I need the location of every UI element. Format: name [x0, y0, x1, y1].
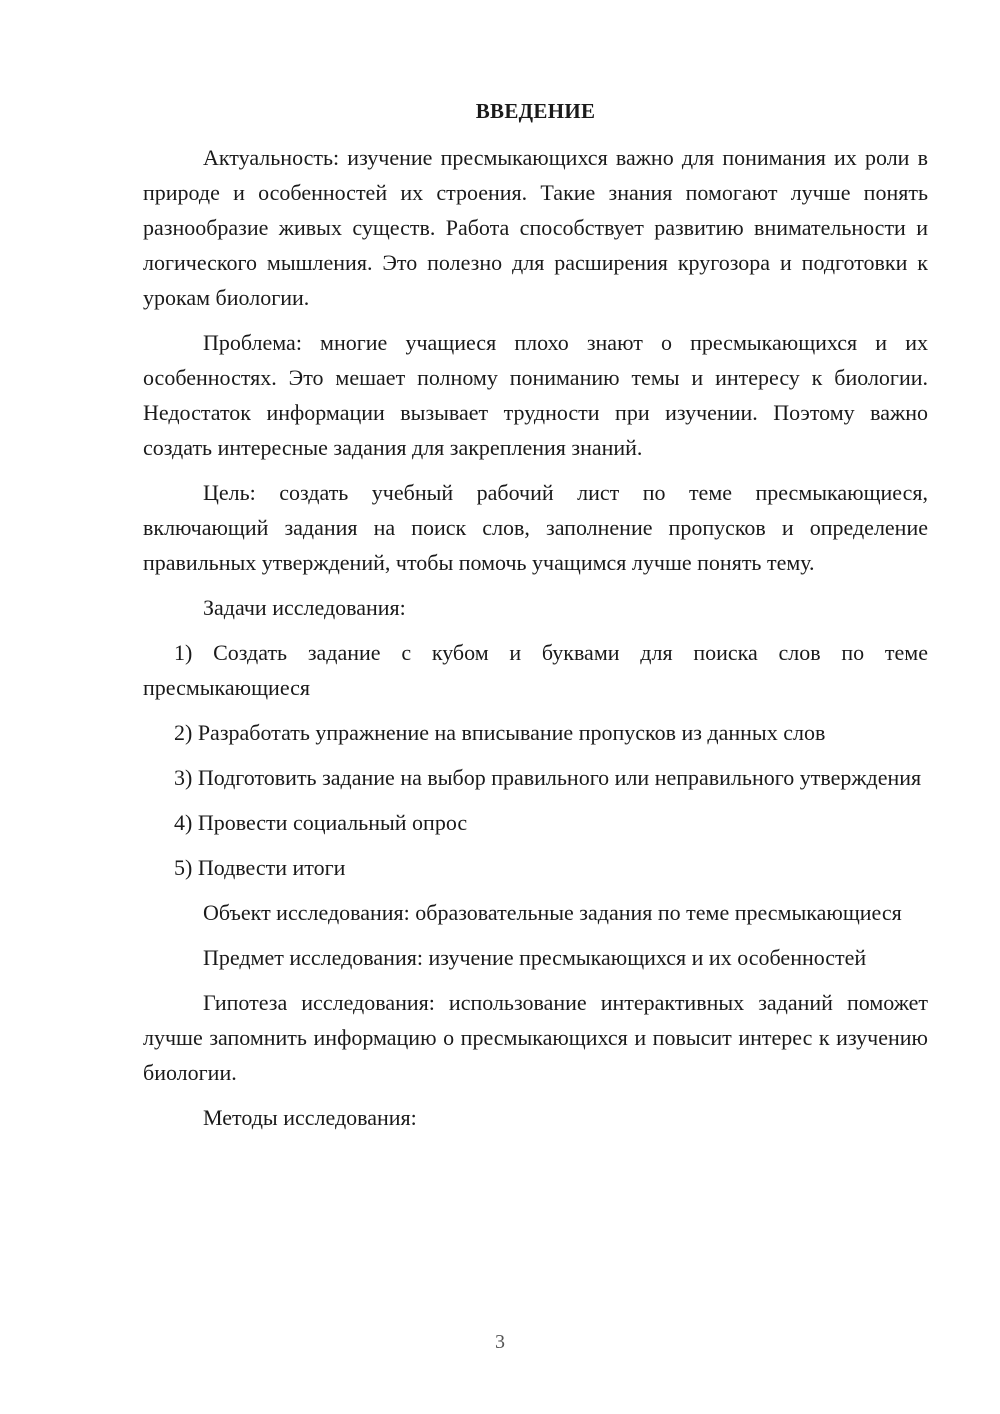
task-item-3: 3) Подготовить задание на выбор правильного или неправильного утверждения	[174, 765, 922, 790]
paragraph-goal: Цель: создать учебный рабочий лист по теме пресмыкающиеся, включающий задания на поиск слов, заполнение пропусков и определение правильных утверждений, чтобы помочь учащимся лучше понять тему.	[143, 480, 928, 575]
page-number: 3	[495, 1331, 505, 1353]
methods-heading: Методы исследования:	[203, 1105, 417, 1130]
paragraph-object: Объект исследования: образовательные задания по теме пресмыкающиеся	[203, 900, 902, 925]
paragraph-hypothesis: Гипотеза исследования: использование интерактивных заданий поможет лучше запомнить информацию о пресмыкающихся и повысит интерес к изучению биологии.	[143, 990, 928, 1085]
tasks-heading: Задачи исследования:	[203, 595, 406, 620]
task-item-5: 5) Подвести итоги	[174, 855, 346, 880]
document-page	[143, 94, 928, 1135]
paragraph-relevance: Актуальность: изучение пресмыкающихся важно для понимания их роли в природе и особенностей их строения. Такие знания помогают лучше понять разнообразие живых существ. Работа способствует развитию внимательности и логического мышления. Это полезно для расширения кругозора и подготовки к урокам биологии.	[143, 145, 928, 310]
task-item-4: 4) Провести социальный опрос	[174, 810, 468, 835]
paragraph-subject: Предмет исследования: изучение пресмыкающихся и их особенностей	[203, 945, 867, 970]
task-item-2: 2) Разработать упражнение на вписывание пропусков из данных слов	[174, 720, 826, 745]
section-title: ВВЕДЕНИЕ	[475, 99, 596, 123]
task-item-1: 1) Создать задание с кубом и буквами для поиска слов по теме пресмыкающиеся	[143, 640, 928, 700]
paragraph-problem: Проблема: многие учащиеся плохо знают о пресмыкающихся и их особенностях. Это мешает полному пониманию темы и интересу к биологии. Недостаток информации вызывает трудности при изучении. Поэтому важно создать интересные задания для закрепления знаний.	[143, 330, 928, 460]
